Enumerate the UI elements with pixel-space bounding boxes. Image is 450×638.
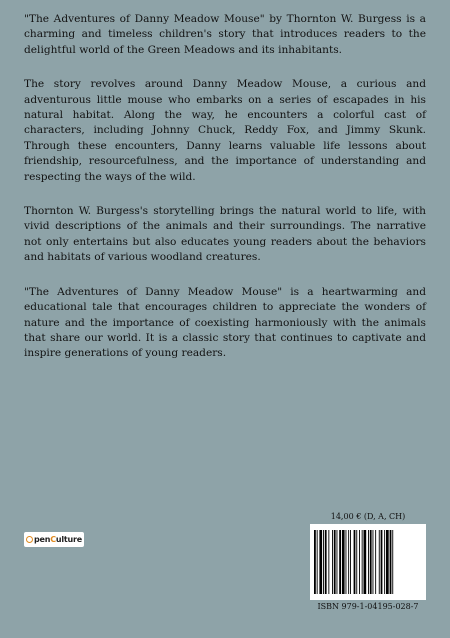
blurb-paragraph-2: The story revolves around Danny Meadow Mouse, a curious and adventurous little mouse who embarks on a series of escapades in his natural habitat. Along the way, he encounters a colorful cast of characters, including Johnny Chuck, Reddy Fox, and Jimmy Skunk. Through these encounters, Danny learns valuable life lessons about friendship, resourcefulness, and the importance of understanding and respecting the ways of the wild. [24,78,426,183]
isbn-label: ISBN 979-1-04195-028-7 [317,602,419,611]
blurb-paragraph-4: "The Adventures of Danny Meadow Mouse" is a heartwarming and educational tale that encourages children to appreciate the wonders of nature and the importance of coexisting harmoniously with the animals that share our world. It is a classic story that continues to captivate and inspire generations of young readers. [24,285,426,360]
price-label: 14,00 € (D, A, CH) [330,512,406,521]
logo-text-c: ulture [55,535,83,544]
barcode-bars-icon [314,530,422,594]
blurb-paragraph-3: Thornton W. Burgess's storytelling brings the natural world to life, with vivid descriptions of the animals and their surroundings. The narrative not only entertains but also educates young readers about the behaviors and habitats of various woodland creatures. [24,205,426,264]
barcode [310,524,426,600]
blurb-text [24,12,426,381]
logo-text-a: pen [33,535,51,544]
logo-text-b: C [50,535,56,544]
open-circle-icon [26,536,33,543]
blurb-paragraph-1: "The Adventures of Danny Meadow Mouse" by Thornton W. Burgess is a charming and timeless children's story that introduces readers to the delightful world of the Green Meadows and its inhabitants. [24,13,426,56]
publisher-logo [24,532,84,547]
